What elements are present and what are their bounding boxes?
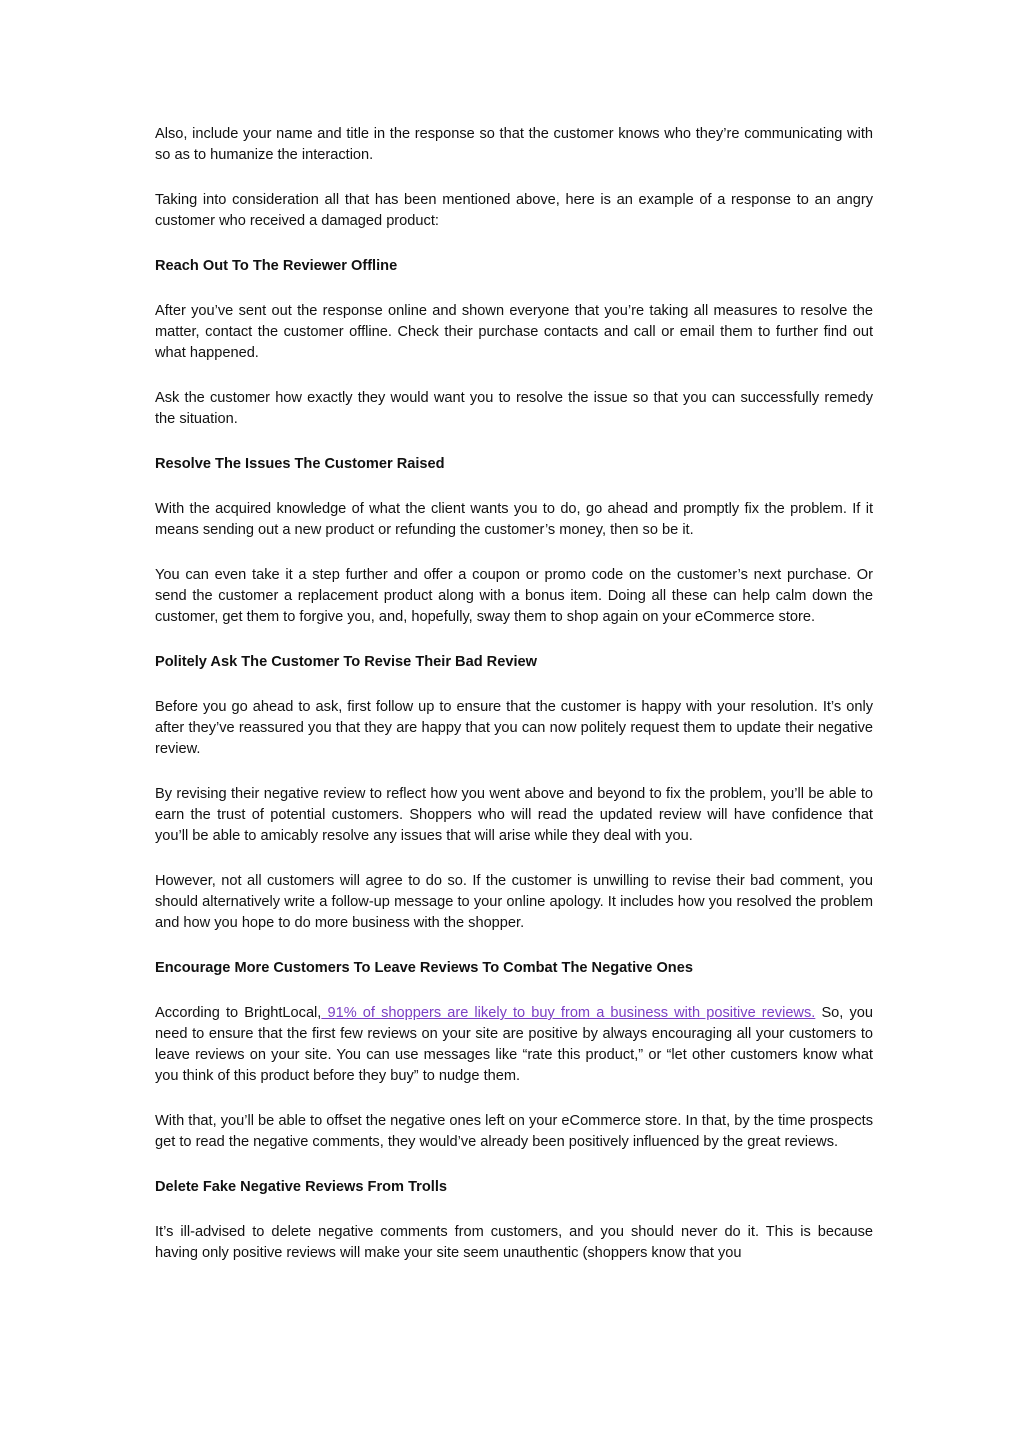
paragraph-ask-customer: Ask the customer how exactly they would want you to resolve the issue so that you can successfully remedy the situation. <box>155 390 873 427</box>
paragraph-coupon-offer: You can even take it a step further and offer a coupon or promo code on the customer’s next purchase. Or send the customer a replacement product along with a bonus item. Doing all these can help calm down the customer, get them to forgive you, and, hopefully, sway them to shop again on your eCommerce store. <box>155 567 873 625</box>
heading-delete-fake-reviews: Delete Fake Negative Reviews From Trolls <box>155 1179 447 1195</box>
heading-ask-revise-review: Politely Ask The Customer To Revise Their Bad Review <box>155 654 537 670</box>
heading-encourage-reviews: Encourage More Customers To Leave Reviews To Combat The Negative Ones <box>155 960 693 976</box>
paragraph-follow-up-message: However, not all customers will agree to do so. If the customer is unwilling to revise their bad comment, you should alternatively write a follow-up message to your online apology. It includes how you resolved the problem and how you hope to do more business with the shopper. <box>155 873 873 931</box>
heading-reach-out-offline: Reach Out To The Reviewer Offline <box>155 258 398 274</box>
brightlocal-stat-link[interactable]: 91% of shoppers are likely to buy from a business with positive reviews. <box>321 1005 816 1021</box>
paragraph-ill-advised: It’s ill-advised to delete negative comments from customers, and you should never do it. This is because having only positive reviews will make your site seem unauthentic (shoppers know that you <box>155 1224 873 1261</box>
paragraph-fix-problem: With the acquired knowledge of what the client wants you to do, go ahead and promptly fix the problem. If it means sending out a new product or refunding the customer’s money, then so be it. <box>155 501 873 538</box>
document-page <box>155 124 873 1288</box>
paragraph-response-example: Taking into consideration all that has been mentioned above, here is an example of a response to an angry customer who received a damaged product: <box>155 192 873 229</box>
paragraph-contact-offline: After you’ve sent out the response online and shown everyone that you’re taking all measures to resolve the matter, contact the customer offline. Check their purchase contacts and call or email them to further find out what happened. <box>155 303 873 361</box>
brightlocal-rest-text: So, you need to ensure that the first few reviews on your site are positive by always encouraging all your customers to leave reviews on your site. You can use messages like “rate this product,” or “let other customers know what you think of this product before they buy” to nudge them. <box>155 1005 873 1084</box>
paragraph-brightlocal <box>155 1003 873 1087</box>
paragraph-offset-negative: With that, you’ll be able to offset the negative ones left on your eCommerce store. In that, by the time prospects get to read the negative comments, they would’ve already been positively influenced by the great reviews. <box>155 1113 873 1150</box>
heading-resolve-issues: Resolve The Issues The Customer Raised <box>155 456 445 472</box>
brightlocal-intro-text: According to BrightLocal, <box>155 1005 322 1021</box>
paragraph-earn-trust: By revising their negative review to reflect how you went above and beyond to fix the problem, you’ll be able to earn the trust of potential customers. Shoppers who will read the updated review will have confidence that you’ll be able to amicably resolve any issues that will arise while they deal with you. <box>155 786 873 844</box>
paragraph-follow-up: Before you go ahead to ask, first follow up to ensure that the customer is happy with your resolution. It’s only after they’ve reassured you that they are happy that you can now politely request them to update their negative review. <box>155 699 873 757</box>
paragraph-include-name: Also, include your name and title in the response so that the customer knows who they’re communicating with so as to humanize the interaction. <box>155 126 873 163</box>
